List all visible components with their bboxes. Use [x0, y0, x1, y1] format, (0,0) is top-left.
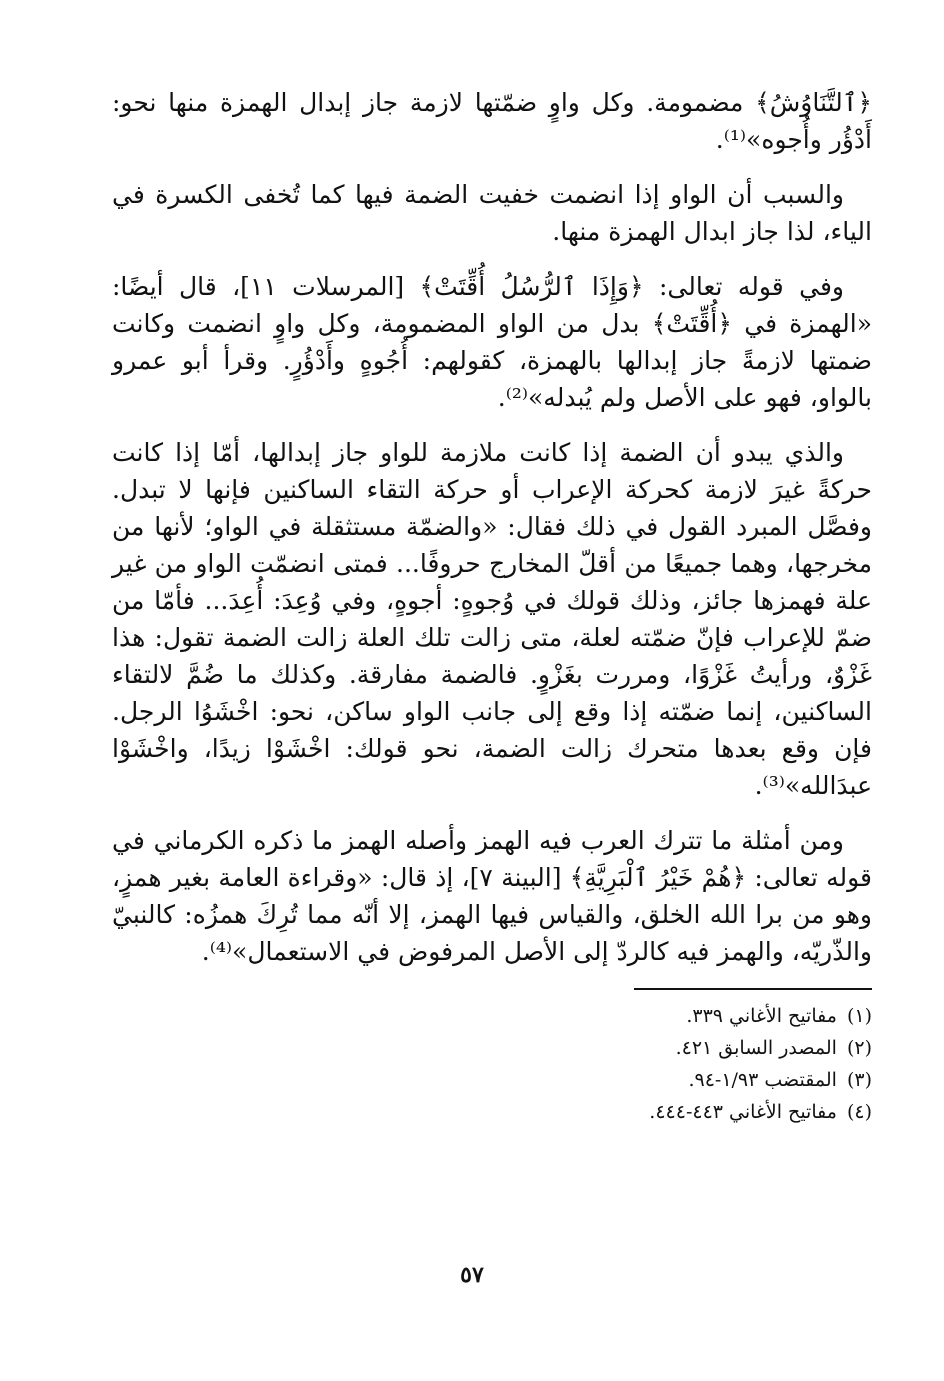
paragraph-2: والسبب أن الواو إذا انضمت خفيت الضمة فيها كما تُخفى الكسرة في الياء، لذا جاز ابدال الهمزة منها.: [112, 180, 872, 246]
footnote-item: [112, 1032, 872, 1064]
footnote-text: المصدر السابق ٤٢١.: [675, 1037, 837, 1059]
footnote-number: (٣): [846, 1069, 872, 1091]
page-body: [112, 84, 872, 1128]
paragraph-1: ﴿ٱلتَّنَاوُشُ﴾ مضمومة. وكل واوٍ ضمّتها لازمة جاز إبدال الهمزة منها نحو: أَدْؤُر وأُجوه»⁽¹⁾.: [112, 88, 872, 154]
footnote-text: مفاتيح الأغاني ٤٤٣-٤٤٤.: [649, 1101, 837, 1123]
footnote-item: [112, 1000, 872, 1032]
footnote-number: (٤): [846, 1101, 872, 1123]
footnote-item: [112, 1064, 872, 1096]
page-number: ٥٧: [460, 1262, 484, 1288]
paragraph-4: والذي يبدو أن الضمة إذا كانت ملازمة للواو جاز إبدالها، أمّا إذا كانت حركةً غيرَ لازمة كحركة الإعراب أو حركة التقاء الساكنين فإنها لا تبدل. وفصَّل المبرد القول في ذلك فقال: «والضمّة مستثقلة في الواو؛ لأنها من مخرجها، وهما جميعًا من أقلّ المخارج حروفًا... فمتى انضمّت الواو من غير علة فهمزها جائز، وذلك قولك في وُجوهٍ: أجوهٍ، وفي وُعِدَ: أُعِدَ... فأمّا من ضمّ للإعراب فإنّ ضمّته لعلة، متى زالت تلك العلة زالت الضمة تقول: هذا غَزْوٌ، ورأيتُ غَزْوًا، ومررت بغَزْوٍ. فالضمة مفارقة. وكذلك ما ضُمَّ لالتقاء الساكنين، إنما ضمّته إذا وقع إلى جانب الواو ساكن، نحو: اخْشَوُا الرجل. فإن وقع بعدها متحرك زالت الضمة، نحو قولك: اخْشَوْا زيدًا، واخْشَوْا عبدَالله»⁽³⁾.: [112, 438, 872, 800]
footnote-text: المقتضب ١/٩٣-٩٤.: [688, 1069, 837, 1091]
footnote-separator: [634, 988, 872, 990]
footnotes-list: [112, 1000, 872, 1128]
footnote-number: (٢): [846, 1037, 872, 1059]
paragraph-3: وفي قوله تعالى: ﴿وَإِذَا ٱلرُّسُلُ أُقِّتَتْ﴾ [المرسلات ١١]، قال أيضًا: «الهمزة في ﴿أُقِّتَتْ﴾ بدل من الواو المضمومة، وكل واوٍ انضمت وكانت ضمتها لازمةً جاز إبدالها بالهمزة، كقولهم: أُجُوهٍ وأَدْؤُرٍ. وقرأ أبو عمرو بالواو، فهو على الأصل ولم يُبدله»⁽²⁾.: [112, 272, 872, 412]
footnote-text: مفاتيح الأغاني ٣٣٩.: [686, 1005, 837, 1027]
paragraph-5: ومن أمثلة ما تترك العرب فيه الهمز وأصله الهمز ما ذكره الكرماني في قوله تعالى: ﴿هُمْ خَيْرُ ٱلْبَرِيَّةِ﴾ [البينة ٧]، إذ قال: «وقراءة العامة بغير همزٍ، وهو من برا الله الخلق، والقياس فيها الهمز، إلا أنّه مما تُرِكَ همزُه: كالنبيّ والذّريّه، والهمز فيه كالردّ إلى الأصل المرفوض في الاستعمال»⁽⁴⁾.: [112, 826, 873, 966]
footnote-item: [112, 1096, 872, 1128]
footnote-number: (١): [846, 1005, 872, 1027]
